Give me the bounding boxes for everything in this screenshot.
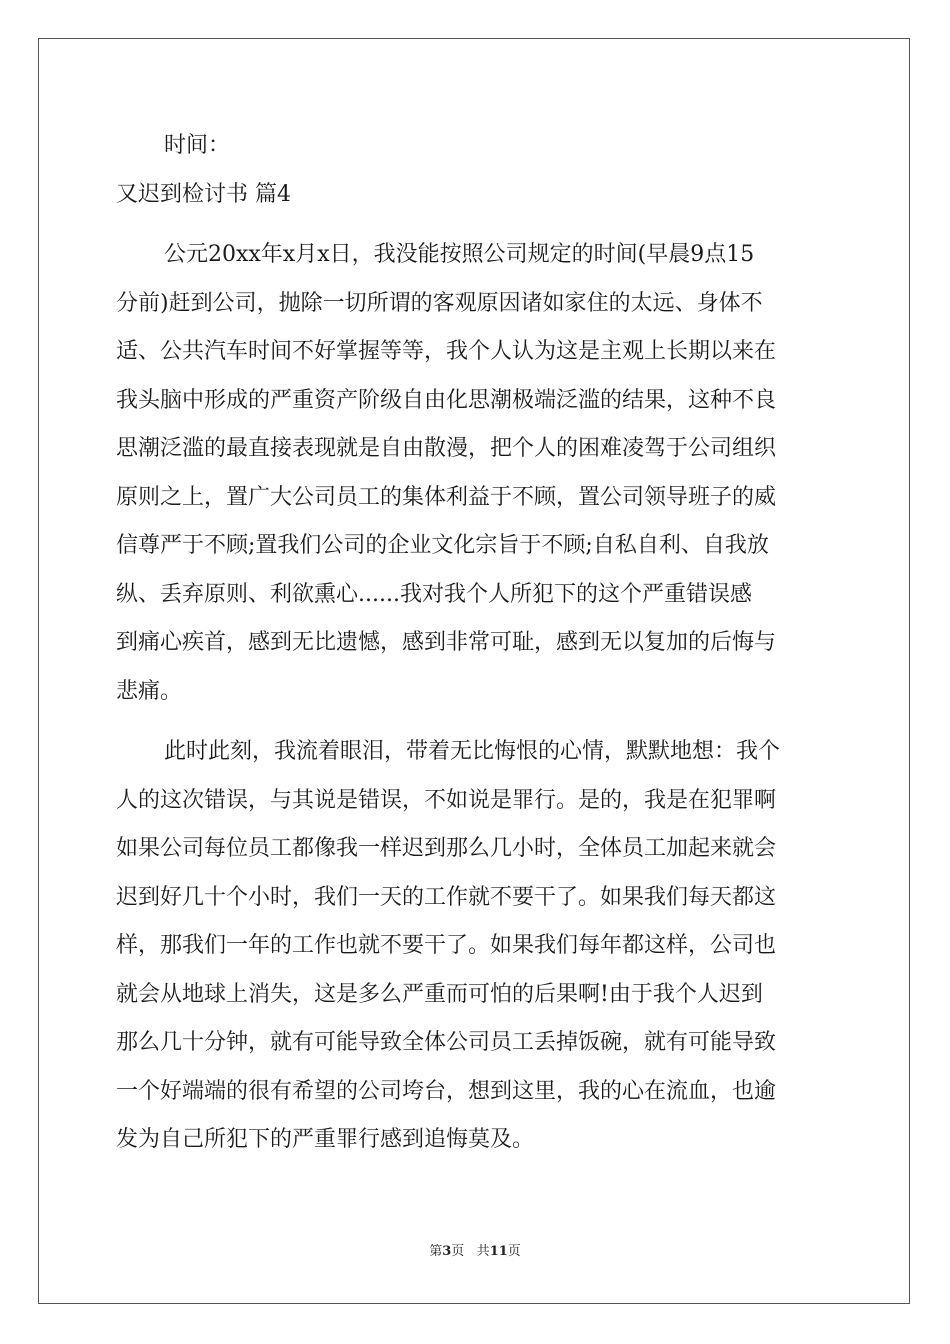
- paragraph-line: 样，那我们一年的工作也就不要干了。如果我们每年都这样，公司也: [116, 933, 777, 958]
- paragraph-line: 悲痛。: [116, 678, 183, 704]
- total-pages: 11: [489, 1244, 508, 1259]
- paragraph-line: 公元20xx年x月x日，我没能按照公司规定的时间(早晨9点15: [164, 242, 755, 267]
- paragraph-line: 迟到好几十个小时，我们一天的工作就不要干了。如果我们每天都这: [116, 884, 777, 910]
- time-label: 时间：: [164, 133, 231, 158]
- paragraph-line: 到痛心疾首，感到无比遗憾，感到非常可耻，感到无以复加的后悔与: [116, 630, 777, 655]
- paragraph-line: 如果公司每位员工都像我一样迟到那么几小时，全体员工加起来就会: [116, 836, 777, 861]
- page-prefix: 第: [429, 1244, 443, 1259]
- paragraph-line: 此时此刻，我流着眼泪，带着无比悔恨的心情，默默地想：我个: [164, 739, 781, 764]
- total-suffix: 页: [507, 1244, 521, 1259]
- page-footer: [0, 1240, 950, 1259]
- paragraph-line: 一个好端端的很有希望的公司垮台，想到这里，我的心在流血，也逾: [116, 1078, 777, 1104]
- paragraph-line: 纵、丢弃原则、利欲熏心......我对我个人所犯下的这个严重错误感: [116, 581, 752, 607]
- paragraph-line: 那么几十分钟，就有可能导致全体公司员工丢掉饭碗，就有可能导致: [116, 1030, 777, 1055]
- paragraph-2: [116, 728, 836, 1165]
- paragraph-line: 我头脑中形成的严重资产阶级自由化思潮极端泛滥的结果，这种不良: [116, 387, 777, 413]
- page-number: 3: [442, 1244, 452, 1259]
- document-body: [116, 122, 836, 1165]
- section-title: 又迟到检讨书 篇4: [116, 181, 291, 207]
- paragraph-line: 思潮泛滥的最直接表现就是自由散漫，把个人的困难凌驾于公司组织: [116, 436, 777, 461]
- total-prefix: 共: [476, 1244, 490, 1259]
- paragraph-line: 分前)赶到公司，抛除一切所谓的客观原因诸如家住的太远、身体不: [116, 290, 763, 316]
- paragraph-line: 适、公共汽车时间不好掌握等等，我个人认为这是主观上长期以来在: [116, 339, 777, 364]
- page-suffix: 页: [451, 1244, 465, 1259]
- paragraph-1: [116, 231, 836, 716]
- paragraph-line: 人的这次错误，与其说是错误，不如说是罪行。是的，我是在犯罪啊: [116, 787, 777, 813]
- paragraph-line: 信尊严于不顾;置我们公司的企业文化宗旨于不顾;自私自利、自我放: [116, 533, 769, 558]
- paragraph-line: 发为自己所犯下的严重罪行感到追悔莫及。: [116, 1127, 535, 1152]
- paragraph-line: 原则之上，置广大公司员工的集体利益于不顾，置公司领导班子的威: [116, 484, 777, 510]
- paragraph-line: 就会从地球上消失，这是多么严重而可怕的后果啊!由于我个人迟到: [116, 981, 763, 1007]
